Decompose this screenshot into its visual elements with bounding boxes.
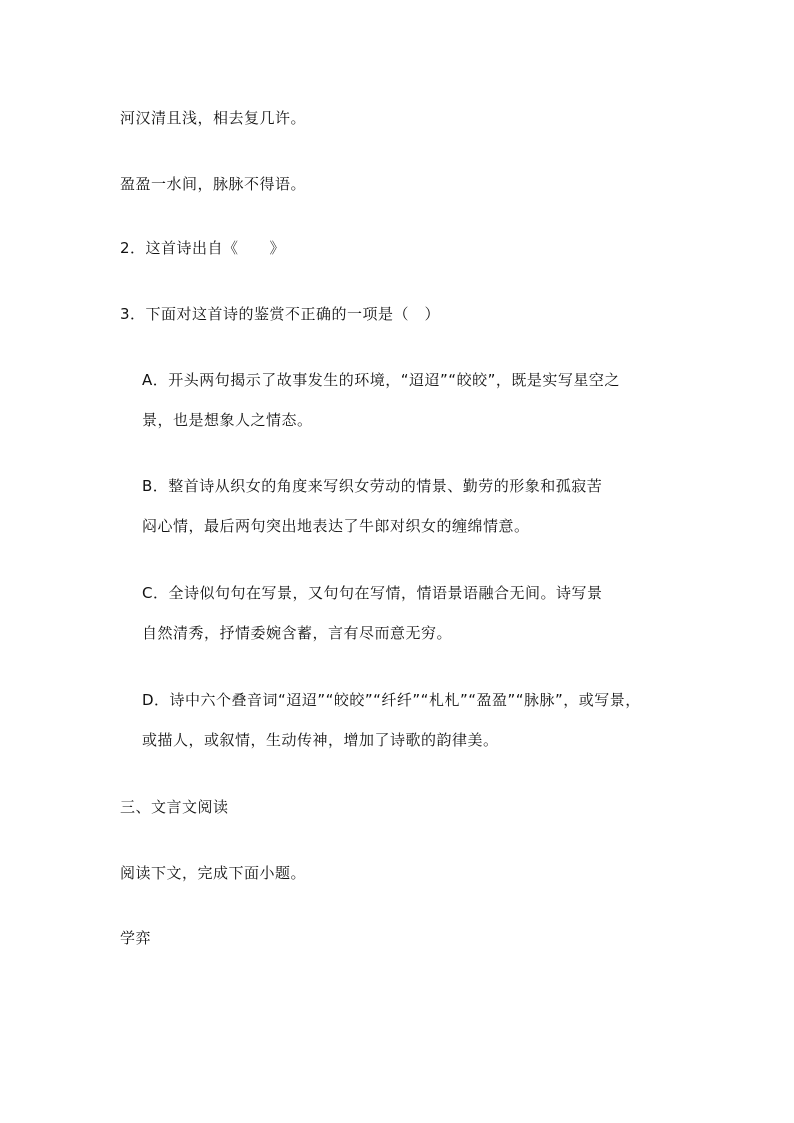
option-c-line-2: 自然清秀，抒情委婉含蓄，言有尽而意无穷。	[142, 624, 453, 642]
poem-line-2: 盈盈一水间，脉脉不得语。	[120, 175, 307, 193]
section-heading: 三、文言文阅读	[120, 798, 229, 816]
option-a-line-1: A．开头两句揭示了故事发生的环境，“迢迢”“皎皎”，既是实写星空之	[142, 371, 620, 389]
option-b-line-2: 闷心情，最后两句突出地表达了牛郎对织女的缠绵情意。	[142, 517, 530, 535]
question-3-stem: 3．下面对这首诗的鉴赏不正确的一项是（ ）	[120, 305, 441, 323]
poem-line-1: 河汉清且浅，相去复几许。	[120, 109, 307, 127]
section-instruction: 阅读下文，完成下面小题。	[120, 864, 307, 882]
option-d-line-1: D．诗中六个叠音词“迢迢”“皎皎”“纤纤”“札札”“盈盈”“脉脉”，或写景，	[142, 691, 641, 709]
option-a-line-2: 景，也是想象人之情态。	[142, 411, 313, 429]
option-c-line-1: C．全诗似句句在写景，又句句在写情，情语景语融合无间。诗写景	[142, 584, 603, 602]
option-d-line-2: 或描人，或叙情，生动传神，增加了诗歌的韵律美。	[142, 731, 499, 749]
passage-title: 学弈	[120, 929, 152, 947]
question-2: 2．这首诗出自《 》	[120, 239, 286, 257]
option-b-line-1: B．整首诗从织女的角度来写织女劳动的情景、勤劳的形象和孤寂苦	[142, 477, 603, 495]
